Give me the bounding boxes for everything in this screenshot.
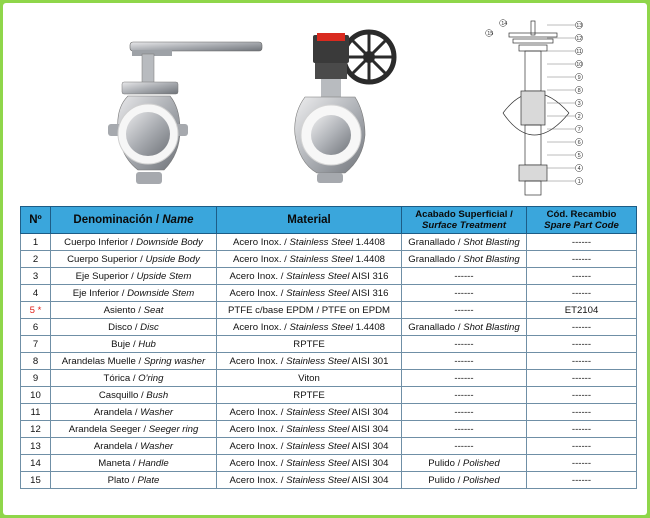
cell-finish: ------ [402, 336, 527, 353]
table-row [21, 234, 637, 251]
cell-material: Acero Inox. / Stainless Steel 1.4408 [217, 234, 402, 251]
header-code: Cód. Recambio Spare Part Code [527, 207, 637, 234]
cell-finish: ------ [402, 438, 527, 455]
exploded-diagram [473, 17, 603, 203]
lever-valve-photo [108, 38, 268, 190]
cell-material: Acero Inox. / Stainless Steel AISI 301 [217, 353, 402, 370]
cell-material: RPTFE [217, 387, 402, 404]
header-name: Denominación / Name [51, 207, 217, 234]
callout-14: 14 [501, 21, 508, 27]
cell-finish: ------ [402, 370, 527, 387]
cell-finish: ------ [402, 387, 527, 404]
cell-no: 5 * [21, 302, 51, 319]
cell-code: ------ [527, 353, 637, 370]
callout-10: 10 [576, 62, 583, 68]
callout-6: 6 [577, 140, 581, 146]
table-row [21, 285, 637, 302]
cell-code: ------ [527, 404, 637, 421]
cell-no: 9 [21, 370, 51, 387]
table-row [21, 353, 637, 370]
cell-name: Asiento / Seat [51, 302, 217, 319]
callout-15: 15 [487, 31, 494, 37]
product-images [3, 3, 647, 203]
table-row [21, 251, 637, 268]
callout-13: 13 [576, 23, 583, 29]
cell-name: Arandela / Washer [51, 438, 217, 455]
callout-4: 4 [577, 166, 581, 172]
callout-7: 7 [577, 127, 581, 133]
gear-valve-photo [293, 17, 403, 185]
cell-code: ------ [527, 387, 637, 404]
callout-11: 11 [576, 49, 582, 55]
cell-name: Arandela Seeger / Seeger ring [51, 421, 217, 438]
cell-code: ------ [527, 336, 637, 353]
table-row [21, 302, 637, 319]
cell-finish: ------ [402, 268, 527, 285]
header-material: Material [217, 207, 402, 234]
cell-finish: ------ [402, 421, 527, 438]
cell-code: ------ [527, 268, 637, 285]
cell-material: Acero Inox. / Stainless Steel AISI 304 [217, 421, 402, 438]
cell-name: Cuerpo Inferior / Downside Body [51, 234, 217, 251]
cell-finish: ------ [402, 404, 527, 421]
cell-material: Acero Inox. / Stainless Steel 1.4408 [217, 319, 402, 336]
cell-no: 8 [21, 353, 51, 370]
cell-material: Acero Inox. / Stainless Steel AISI 316 [217, 268, 402, 285]
cell-name: Arandelas Muelle / Spring washer [51, 353, 217, 370]
table-row [21, 438, 637, 455]
cell-no: 10 [21, 387, 51, 404]
cell-name: Eje Superior / Upside Stem [51, 268, 217, 285]
cell-name: Plato / Plate [51, 472, 217, 489]
cell-material: PTFE c/base EPDM / PTFE on EPDM [217, 302, 402, 319]
cell-material: Acero Inox. / Stainless Steel AISI 316 [217, 285, 402, 302]
cell-no: 11 [21, 404, 51, 421]
cell-no: 13 [21, 438, 51, 455]
header-no: Nº [21, 207, 51, 234]
header-finish: Acabado Superficial / Surface Treatment [402, 207, 527, 234]
cell-name: Eje Inferior / Downside Stem [51, 285, 217, 302]
cell-code: ------ [527, 251, 637, 268]
cell-no: 7 [21, 336, 51, 353]
callout-2: 2 [577, 114, 581, 120]
cell-code: ------ [527, 234, 637, 251]
cell-finish: Pulido / Polished [402, 472, 527, 489]
cell-material: Acero Inox. / Stainless Steel AISI 304 [217, 438, 402, 455]
cell-code: ------ [527, 319, 637, 336]
cell-finish: Granallado / Shot Blasting [402, 251, 527, 268]
callout-5: 5 [577, 153, 581, 159]
cell-material: Viton [217, 370, 402, 387]
cell-finish: Granallado / Shot Blasting [402, 319, 527, 336]
cell-code: ------ [527, 472, 637, 489]
cell-code: ------ [527, 285, 637, 302]
table-row [21, 421, 637, 438]
callout-3: 3 [577, 101, 581, 107]
cell-material: Acero Inox. / Stainless Steel AISI 304 [217, 455, 402, 472]
cell-name: Arandela / Washer [51, 404, 217, 421]
cell-no: 4 [21, 285, 51, 302]
cell-no: 2 [21, 251, 51, 268]
callout-8: 8 [577, 88, 581, 94]
cell-name: Buje / Hub [51, 336, 217, 353]
table-row [21, 319, 637, 336]
cell-no: 14 [21, 455, 51, 472]
cell-finish: Pulido / Polished [402, 455, 527, 472]
cell-no: 3 [21, 268, 51, 285]
cell-material: Acero Inox. / Stainless Steel AISI 304 [217, 404, 402, 421]
parts-table [20, 206, 637, 489]
cell-material: Acero Inox. / Stainless Steel AISI 304 [217, 472, 402, 489]
cell-name: Tórica / O'ring [51, 370, 217, 387]
cell-name: Casquillo / Bush [51, 387, 217, 404]
cell-no: 12 [21, 421, 51, 438]
cell-code: ET2104 [527, 302, 637, 319]
cell-material: Acero Inox. / Stainless Steel 1.4408 [217, 251, 402, 268]
cell-code: ------ [527, 421, 637, 438]
table-row [21, 268, 637, 285]
cell-code: ------ [527, 438, 637, 455]
cell-material: RPTFE [217, 336, 402, 353]
cell-name: Maneta / Handle [51, 455, 217, 472]
cell-code: ------ [527, 455, 637, 472]
callout-9: 9 [577, 75, 581, 81]
table-row [21, 387, 637, 404]
cell-name: Disco / Disc [51, 319, 217, 336]
cell-no: 1 [21, 234, 51, 251]
cell-code: ------ [527, 370, 637, 387]
cell-finish: Granallado / Shot Blasting [402, 234, 527, 251]
table-row [21, 455, 637, 472]
table-row [21, 472, 637, 489]
table-row [21, 336, 637, 353]
cell-name: Cuerpo Superior / Upside Body [51, 251, 217, 268]
cell-no: 6 [21, 319, 51, 336]
cell-finish: ------ [402, 302, 527, 319]
product-sheet [3, 3, 647, 515]
cell-finish: ------ [402, 285, 527, 302]
cell-no: 15 [21, 472, 51, 489]
table-row [21, 370, 637, 387]
cell-finish: ------ [402, 353, 527, 370]
table-row [21, 404, 637, 421]
callout-12: 12 [576, 36, 583, 42]
table-header-row [21, 207, 637, 234]
callout-1: 1 [577, 179, 581, 185]
